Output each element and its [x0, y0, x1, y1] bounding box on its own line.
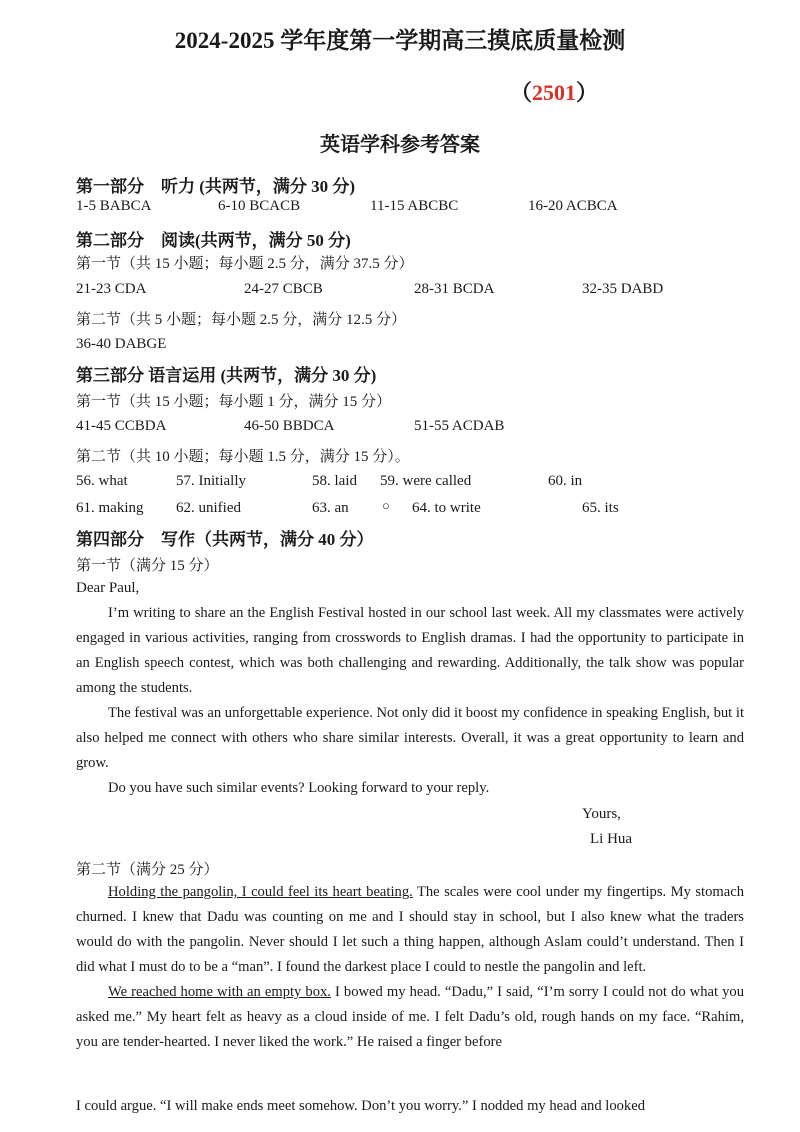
answer-group: 1-5 BABCA	[76, 198, 152, 214]
answer-group: 16-20 ACBCA	[528, 198, 618, 214]
answer-group: 24-27 CBCB	[244, 281, 323, 297]
part3-sec1-heading: 第一节（共 15 小题；每小题 1 分，满分 15 分）	[76, 394, 392, 410]
answer-group: 36-40 DABGE	[76, 336, 167, 352]
exam-code-number: 2501	[532, 80, 577, 105]
answer-group: 51-55 ACDAB	[414, 418, 505, 434]
part2-sec2-heading: 第二节（共 5 小题；每小题 2.5 分，满分 12.5 分）	[76, 312, 407, 328]
story-continuation	[76, 1094, 744, 1119]
answer-group: 41-45 CCBDA	[76, 418, 167, 434]
story-paragraph	[76, 980, 744, 1055]
part4-sec2-heading: 第二节（满分 25 分）	[76, 862, 219, 878]
answer-item: 59. were called	[380, 473, 472, 489]
story-paragraph	[76, 880, 744, 980]
answer-item: 63. an	[312, 500, 349, 516]
letter-body	[76, 601, 744, 801]
answer-group: 21-23 CDA	[76, 281, 147, 297]
answer-item: 62. unified	[176, 500, 241, 516]
answer-group: 11-15 ABCBC	[370, 198, 459, 214]
page-title: 2024-2025 学年度第一学期高三摸底质量检测	[174, 28, 626, 53]
story-body	[76, 880, 744, 1055]
answer-group: 6-10 BCACB	[218, 198, 301, 214]
story-text: The scales were cool under my fingertips. My stomach churned. I knew that Dadu was counting on me and I should stay in school, but I also knew what the traders would do with the pangolin. Never should I let such a thing happen, although Aslam could’t understand. Then I did what I must do to be a “man”. I found the darkest place I could to nestle the pangolin and left.	[76, 884, 745, 975]
story-prompt-sentence: We reached home with an empty box.	[108, 984, 331, 1000]
page-subtitle: 英语学科参考答案	[320, 134, 480, 156]
answer-group: 28-31 BCDA	[414, 281, 495, 297]
story-text: I could argue. “I will make ends meet somehow. Don’t you worry.” I nodded my head and looked	[76, 1098, 646, 1114]
exam-code	[510, 76, 598, 107]
circle-mark: ○	[382, 498, 390, 513]
answer-item: 61. making	[76, 500, 144, 516]
story-text: I bowed my head. “Dadu,” I said, “I’m sorry I could not do what you asked me.” My heart felt as heavy as a cloud inside of me. I felt Dadu’s old, rough hands on my face. “Rahim, you are tender-hearted. I never liked the work.” He raised a finger before	[76, 984, 744, 1050]
answer-item: 65. its	[582, 500, 619, 516]
letter-greeting: Dear Paul,	[76, 580, 140, 596]
story-prompt-sentence: Holding the pangolin, I could feel its heart beating.	[108, 884, 413, 900]
part2-heading: 第二部分 阅读(共两节，满分 50 分)	[76, 231, 351, 250]
letter-closing: Yours,	[582, 806, 621, 822]
answer-item: 58. laid	[312, 473, 357, 489]
answer-group: 46-50 BBDCA	[244, 418, 335, 434]
exam-code-open: （	[510, 80, 533, 105]
letter-paragraph: Do you have such similar events? Looking forward to your reply.	[108, 780, 490, 796]
part2-sec1-heading: 第一节（共 15 小题；每小题 2.5 分，满分 37.5 分）	[76, 256, 414, 272]
answer-group: 32-35 DABD	[582, 281, 664, 297]
part4-sec1-heading: 第一节（满分 15 分）	[76, 558, 219, 574]
answer-item: 57. Initially	[176, 473, 246, 489]
answer-item: 64. to write	[412, 500, 481, 516]
part4-heading: 第四部分 写作（共两节，满分 40 分）	[76, 530, 374, 549]
part3-sec2-heading: 第二节（共 10 小题；每小题 1.5 分，满分 15 分）。	[76, 449, 410, 465]
letter-signature: Li Hua	[590, 831, 633, 847]
answer-item: 60. in	[548, 473, 583, 489]
letter-paragraph: The festival was an unforgettable experience. Not only did it boost my confidence in speaking English, but it also helped me connect with others who share similar interests. Overall, it was a great opportunity to learn and grow.	[76, 705, 744, 771]
part1-heading: 第一部分 听力 (共两节，满分 30 分)	[76, 177, 356, 196]
part3-heading: 第三部分 语言运用 (共两节，满分 30 分)	[76, 366, 377, 385]
answer-item: 56. what	[76, 473, 128, 489]
letter-paragraph: I’m writing to share an the English Festival hosted in our school last week. All my classmates were actively engaged in various activities, ranging from crosswords to English dramas. I had the opportunity to participate in an English speech contest, which was both challenging and rewarding. Additionally, the talk show was popular among the students.	[76, 605, 744, 696]
exam-code-close: ）	[576, 80, 599, 105]
